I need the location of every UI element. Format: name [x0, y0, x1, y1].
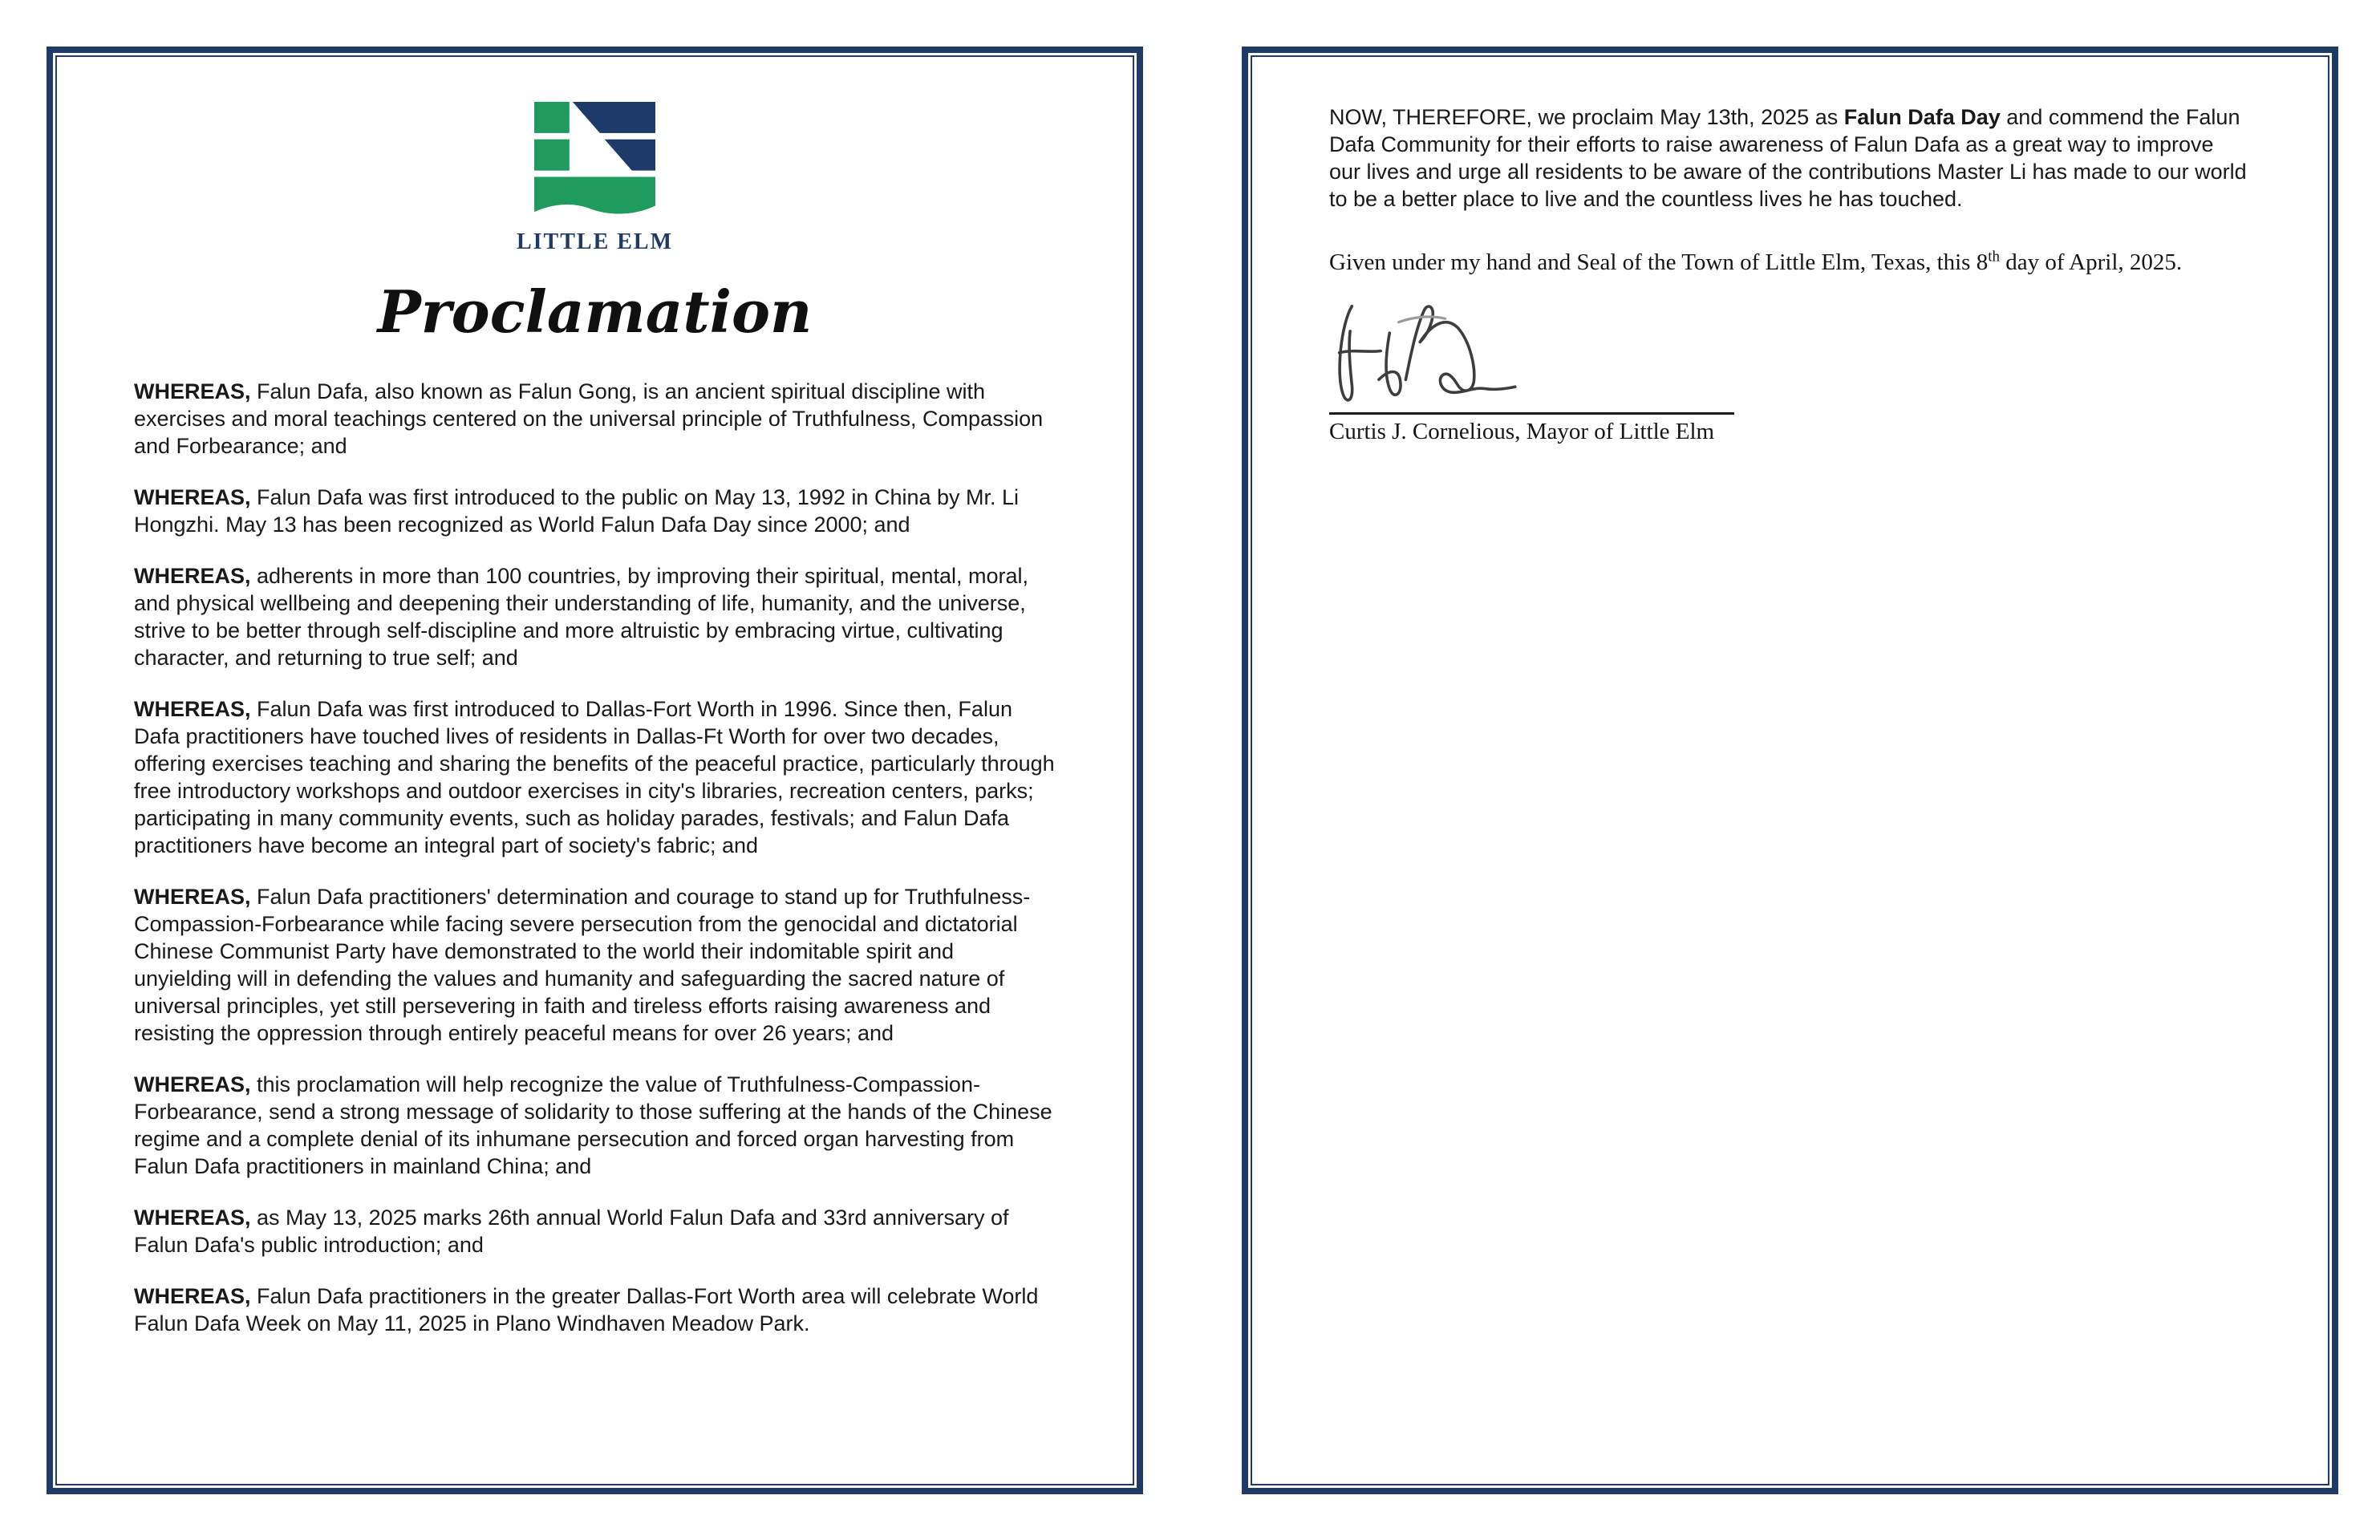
whereas-paragraphs [134, 378, 1056, 1337]
whereas-paragraph [134, 1283, 1056, 1337]
given-post: day of April, 2025. [2000, 249, 2183, 275]
proclamation-page-2 [1242, 47, 2338, 1494]
whereas-text: Falun Dafa practitioners in the greater Dallas-Fort Worth area will celebrate World Falun Dafa Week on May 11, 2025 in Plano Windhaven Meadow Park. [134, 1284, 1039, 1335]
proclaim-bold: Falun Dafa Day [1843, 105, 2001, 129]
little-elm-logo-wordmark: LITTLE ELM [516, 229, 674, 254]
whereas-text: Falun Dafa was first introduced to Dallas-Fort Worth in 1996. Since then, Falun Dafa practitioners have touched lives of residents in Dallas-Ft Worth for over two decades, offering exercises teaching and sharing the benefits of the peaceful practice, particularly through free introductory workshops and outdoor exercises in city's libraries, recreation centers, parks; participating in many community events, such as holiday parades, festivals; and Falun Dafa practitioners have become an integral part of society's fabric; and [134, 697, 1055, 857]
whereas-paragraph [134, 695, 1056, 859]
signatory-name: Curtis J. Cornelious, Mayor of Little Elm [1329, 419, 1715, 444]
page-title: Proclamation [377, 278, 813, 346]
whereas-lead: WHEREAS, [134, 1206, 251, 1230]
proclaim-pre: NOW, THEREFORE, we proclaim May 13th, 2025 as [1329, 105, 1844, 129]
whereas-paragraph [134, 378, 1056, 460]
whereas-lead: WHEREAS, [134, 379, 251, 403]
whereas-text: Falun Dafa, also known as Falun Gong, is an ancient spiritual discipline with exercises and moral teachings centered on the universal principle of Truthfulness, Compassion and Forbearance; and [134, 379, 1044, 458]
proclamation-page-1 [47, 47, 1143, 1494]
whereas-lead: WHEREAS, [134, 1072, 251, 1096]
whereas-text: Falun Dafa was first introduced to the public on May 13, 1992 in China by Mr. Li Hongzhi. May 13 has been recognized as World Falun Dafa Day since 2000; and [134, 485, 1020, 537]
signature-line [1329, 412, 1734, 415]
signature-block [1329, 298, 2251, 445]
little-elm-emblem-icon [534, 100, 656, 221]
whereas-text: as May 13, 2025 marks 26th annual World Falun Dafa and 33rd anniversary of Falun Dafa's public introduction; and [134, 1206, 1009, 1257]
given-pre: Given under my hand and Seal of the Town of Little Elm, Texas, this 8 [1329, 249, 1989, 275]
little-elm-logo [134, 100, 1056, 255]
whereas-lead: WHEREAS, [134, 697, 251, 721]
whereas-lead: WHEREAS, [134, 885, 251, 909]
whereas-text: Falun Dafa practitioners' determination and courage to stand up for Truthfulness-Compassion-Forbearance while facing severe persecution from the genocidal and dictatorial Chinese Communist Party have demonstrated to the world their indomitable spirit and unyielding will in defending the values and humanity and safeguarding the sacred nature of universal principles, yet still persevering in faith and tireless efforts raising awareness and resisting the oppression through entirely peaceful means for over 26 years; and [134, 885, 1031, 1045]
whereas-paragraph [134, 883, 1056, 1047]
mayor-signature [1334, 298, 1639, 411]
now-therefore-paragraph [1329, 103, 2251, 213]
page-2-inner-border [1251, 55, 2329, 1485]
whereas-paragraph [134, 1204, 1056, 1258]
given-ordinal-sup: th [1988, 248, 2000, 265]
whereas-paragraph [134, 562, 1056, 671]
whereas-paragraph [134, 484, 1056, 538]
whereas-text: adherents in more than 100 countries, by improving their spiritual, mental, moral, and physical wellbeing and deepening their understanding of life, humanity, and the universe, strive to be better through self-discipline and more altruistic by embracing virtue, cultivating character, and returning to true self; and [134, 564, 1028, 670]
whereas-lead: WHEREAS, [134, 485, 251, 509]
whereas-paragraph [134, 1071, 1056, 1180]
whereas-text: this proclamation will help recognize the value of Truthfulness-Compassion-Forbearance, send a strong message of solidarity to those suffering at the hands of the Chinese regime and a complete denial of its inhumane persecution and forced organ harvesting from Falun Dafa practitioners in mainland China; and [134, 1072, 1052, 1178]
given-under-hand-line [1329, 249, 2251, 276]
whereas-lead: WHEREAS, [134, 564, 251, 588]
proclaim-post: and commend the Falun Dafa Community for their efforts to raise awareness of Falun Dafa as a great way to improve our lives and urge all residents to be aware of the contributions Master Li has made to our world to be a better place to live and the countless lives he has touched. [1329, 105, 2247, 211]
page-1-inner-border [55, 55, 1134, 1485]
whereas-lead: WHEREAS, [134, 1284, 251, 1308]
